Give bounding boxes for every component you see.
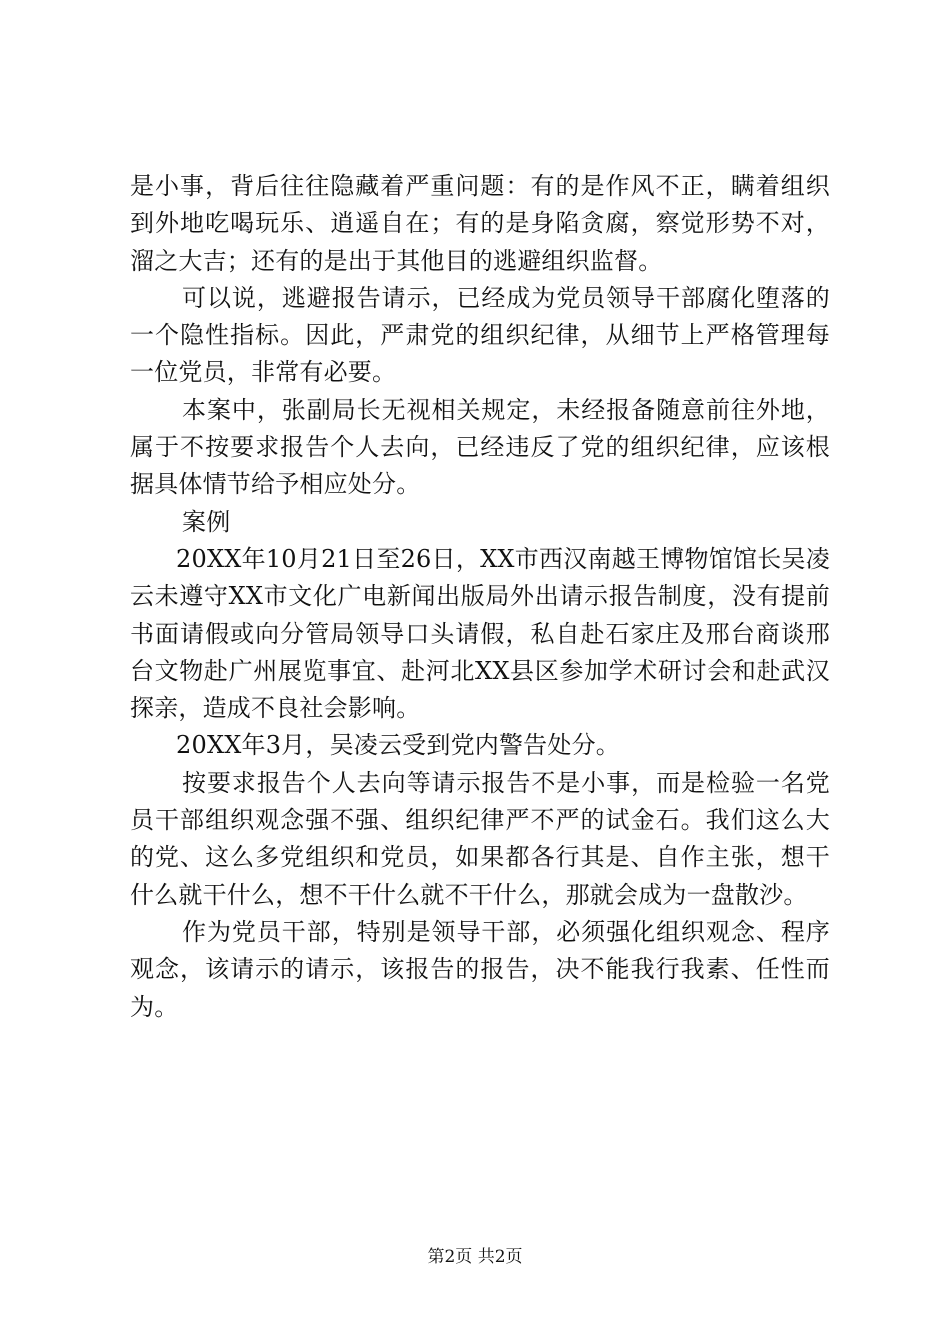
section-heading-case: 案例 (182, 507, 231, 536)
paragraph-case-analysis: 本案中，张副局长无视相关规定，未经报备随意前往外地，属于不按要求报告个人去向，已经违反了党的组织纪律，应该根据具体情节给予相应处分。 (130, 395, 830, 499)
paragraph-requirement: 作为党员干部，特别是领导干部，必须强化组织观念、程序观念，该请示的请示，该报告的报告，决不能我行我素、任性而为。 (130, 917, 830, 1021)
paragraph-case-detail: 20XX年10月21日至26日，XX市西汉南越王博物馆馆长吴凌云未遵守XX市文化广电新闻出版局外出请示报告制度，没有提前书面请假或向分管局领导口头请假，私自赴石家庄及邢台商谈邢台文物赴广州展览事宜、赴河北XX县区参加学术研讨会和赴武汉探亲，造成不良社会影响。 (130, 544, 830, 723)
paragraph-principle: 按要求报告个人去向等请示报告不是小事，而是检验一名党员干部组织观念强不强、组织纪律严不严的试金石。我们这么大的党、这么多党组织和党员，如果都各行其是、自作主张，想干什么就干什么，想不干什么就不干什么，那就会成为一盘散沙。 (130, 768, 830, 909)
page-number: 第2页 共2页 (427, 1247, 523, 1267)
paragraph-case-outcome: 20XX年3月，吴凌云受到党内警告处分。 (176, 731, 620, 760)
paragraph-continuation: 是小事，背后往往隐藏着严重问题：有的是作风不正，瞒着组织到外地吃喝玩乐、逍遥自在；有的是身陷贪腐，察觉形势不对，溜之大吉；还有的是出于其他目的逃避组织监督。 (130, 172, 830, 275)
paragraph-conclusion: 可以说，逃避报告请示，已经成为党员领导干部腐化堕落的一个隐性指标。因此，严肃党的组织纪律，从细节上严格管理每一位党员，非常有必要。 (130, 283, 830, 387)
document-body (130, 168, 830, 1026)
